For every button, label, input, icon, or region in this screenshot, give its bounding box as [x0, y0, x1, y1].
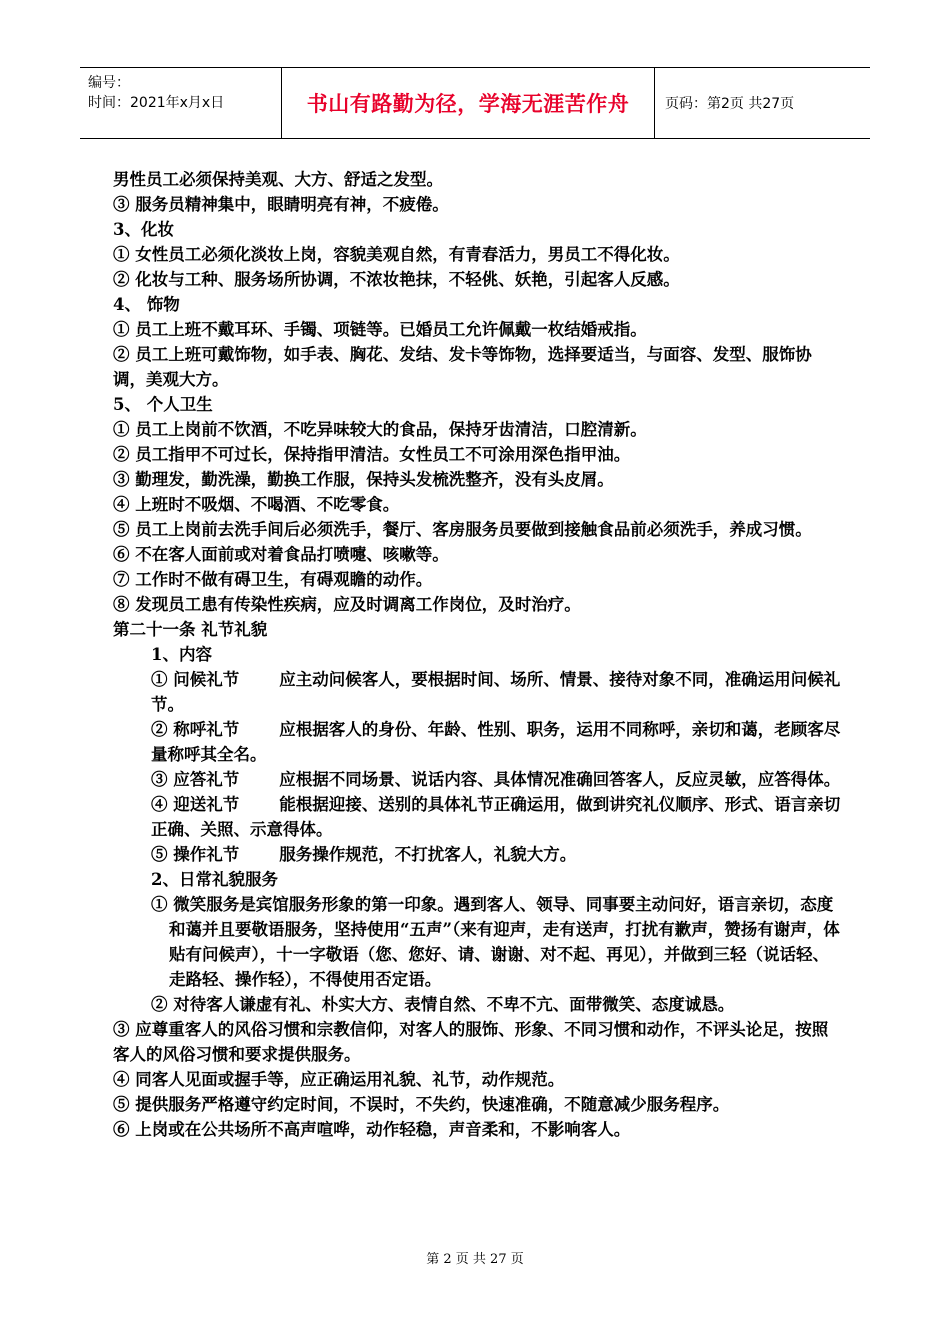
body-line: ④ 上班时不吸烟、不喝酒、不吃零食。: [113, 495, 400, 514]
body-line: ① 员工上班不戴耳环、手镯、项链等。已婚员工允许佩戴一枚结婚戒指。: [113, 320, 647, 339]
subsection-title: 2、日常礼貌服务: [151, 870, 278, 889]
page-footer: 第 2 页 共 27 页: [426, 1252, 524, 1267]
body-line: ① 员工上岗前不饮酒，不吃异味较大的食品，保持牙齿清洁，口腔清新。: [113, 420, 647, 439]
etiquette-term: ④ 迎送礼节: [151, 795, 240, 814]
header-info-cell: [80, 68, 282, 138]
article-heading: 第二十一条 礼节礼貌: [113, 620, 268, 639]
etiquette-term: ③ 应答礼节: [151, 770, 240, 789]
service-item: ④ 同客人见面或握手等，应正确运用礼貌、礼节，动作规范。: [113, 1070, 565, 1089]
etiquette-term: ② 称呼礼节: [151, 720, 240, 739]
etiquette-text: 服务操作规范，不打扰客人，礼貌大方。: [279, 845, 577, 864]
date-line: 时间：2021年x月x日: [88, 95, 225, 111]
service-item: ⑤ 提供服务严格遵守约定时间，不误时，不失约，快速准确，不随意减少服务程序。: [113, 1095, 730, 1114]
body-line: ⑤ 员工上岗前去洗手间后必须洗手，餐厅、客房服务员要做到接触食品前必须洗手，养成习惯。: [113, 520, 812, 539]
etiquette-text: 能根据迎接、送别的具体礼节正确运用，做到讲究礼仪顺序、形式、语言亲切正确、关照、示意得体。: [151, 795, 841, 839]
body-line: 男性员工必须保持美观、大方、舒适之发型。: [113, 170, 443, 189]
etiquette-term: ⑤ 操作礼节: [151, 845, 240, 864]
etiquette-text: 应根据客人的身份、年龄、性别、职务，运用不同称呼，亲切和蔼，老顾客尽量称呼其全名。: [151, 720, 841, 764]
etiquette-term: ① 问候礼节: [151, 670, 240, 689]
body-line: ① 女性员工必须化淡妆上岗，容貌美观自然，有青春活力，男员工不得化妆。: [113, 245, 680, 264]
service-item: ③ 应尊重客人的风俗习惯和宗教信仰，对客人的服饰、形象、不同习惯和动作，不评头论足，按照客人的风俗习惯和要求提供服务。: [113, 1020, 829, 1064]
etiquette-item: [151, 792, 843, 842]
section-heading: 3、化妆: [113, 220, 174, 239]
section-heading: 5、 个人卫生: [113, 395, 213, 414]
etiquette-item: [151, 667, 843, 717]
body-line: ⑥ 不在客人面前或对着食品打喷嚏、咳嗽等。: [113, 545, 449, 564]
body-line: ③ 服务员精神集中，眼睛明亮有神，不疲倦。: [113, 195, 449, 214]
service-item: ⑥ 上岗或在公共场所不高声喧哗，动作轻稳，声音柔和，不影响客人。: [113, 1120, 631, 1139]
number-label: 编号：: [88, 75, 130, 91]
etiquette-item: [151, 717, 843, 767]
service-item: ① 微笑服务是宾馆服务形象的第一印象。遇到客人、领导、同事要主动问好，语言亲切，态度和蔼并且要敬语服务，坚持使用“五声”（来有迎声，走有送声，打扰有歉声，赞扬有谢声，体贴有问候声），十一字敬语（您、您好、请、谢谢、对不起、再见），并做到三轻（说话轻、走路轻、操作轻），不得使用否定语。: [151, 895, 840, 989]
body-line: ② 员工指甲不可过长，保持指甲清洁。女性员工不可涂用深色指甲油。: [113, 445, 631, 464]
etiquette-item: [151, 767, 843, 792]
header-page-info: 页码：第2页 共27页: [665, 96, 795, 112]
body-line: ② 员工上班可戴饰物，如手表、胸花、发结、发卡等饰物，选择要适当，与面容、发型、服饰协调，美观大方。: [113, 345, 812, 389]
page-header: [80, 67, 870, 139]
section-heading: 4、 饰物: [113, 295, 180, 314]
body-line: ③ 勤理发，勤洗澡，勤换工作服，保持头发梳洗整齐，没有头皮屑。: [113, 470, 614, 489]
etiquette-item: [151, 842, 843, 867]
document-body: [113, 167, 843, 1142]
etiquette-text: 应根据不同场景、说话内容、具体情况准确回答客人，反应灵敏，应答得体。: [279, 770, 841, 789]
body-line: ⑦ 工作时不做有碍卫生，有碍观瞻的动作。: [113, 570, 433, 589]
subsection-title: 1、内容: [151, 645, 212, 664]
body-line: ⑧ 发现员工患有传染性疾病，应及时调离工作岗位，及时治疗。: [113, 595, 581, 614]
etiquette-list: [113, 667, 843, 867]
body-line: ② 化妆与工种、服务场所协调，不浓妆艳抹，不轻佻、妖艳，引起客人反感。: [113, 270, 680, 289]
header-motto: 书山有路勤为径，学海无涯苦作舟: [282, 68, 655, 138]
service-item: ② 对待客人谦虚有礼、朴实大方、表情自然、不卑不亢、面带微笑、态度诚恳。: [151, 995, 735, 1014]
etiquette-text: 应主动问候客人，要根据时间、场所、情景、接待对象不同，准确运用问候礼节。: [151, 670, 841, 714]
